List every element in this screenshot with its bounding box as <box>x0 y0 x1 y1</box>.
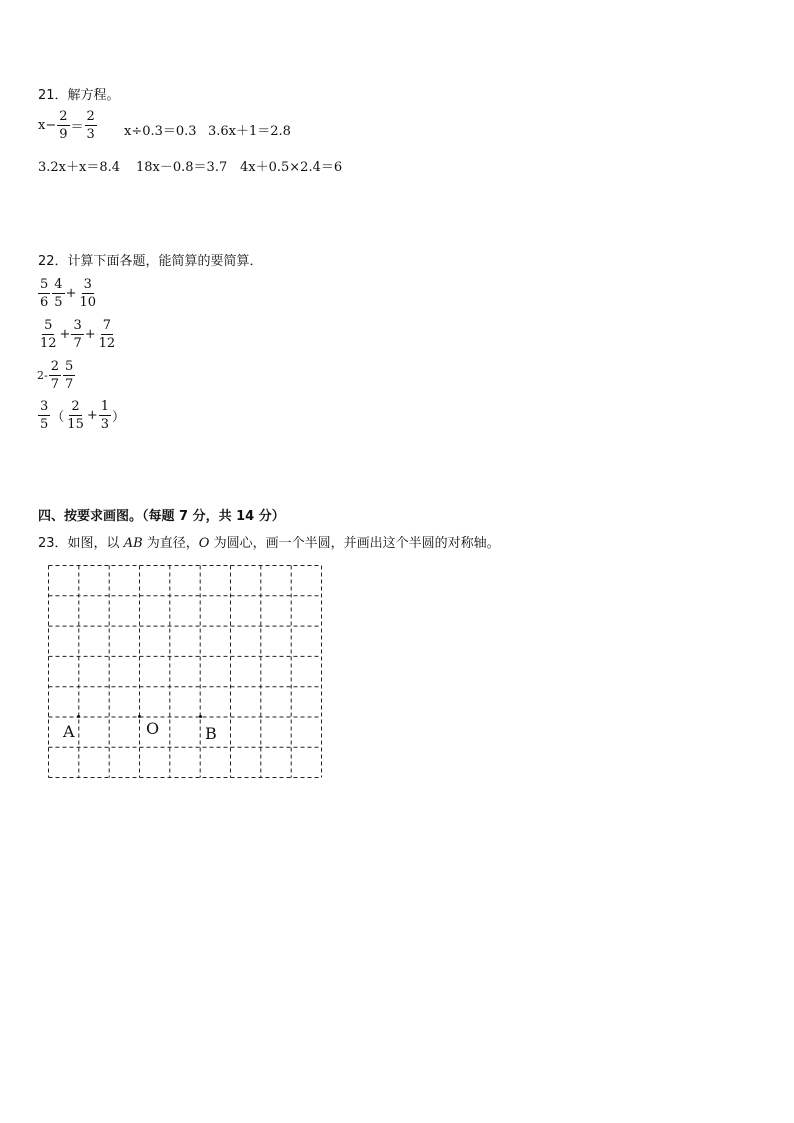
q23-mid: 为直径， <box>142 536 199 551</box>
point-o-dot <box>138 715 141 718</box>
fraction <box>38 278 50 309</box>
q22-expression-3 <box>37 360 76 391</box>
left-paren: （ <box>51 410 65 425</box>
fraction <box>77 278 98 309</box>
q21-title: 21．解方程。 <box>38 88 120 103</box>
q21-equation-3: 3.6x＋1＝2.8 <box>208 124 291 139</box>
q23-suffix: 为圆心，画一个半圆，并画出这个半圆的对称轴。 <box>209 536 500 551</box>
q23-o: O <box>198 536 210 551</box>
leading-term: 2- <box>37 369 48 382</box>
section-heading: 四、按要求画图。（每题 7 分，共 14 分） <box>38 509 285 524</box>
fraction <box>99 400 111 431</box>
fraction <box>49 360 61 391</box>
denominator: 9 <box>59 127 68 142</box>
numerator: 2 <box>59 109 68 124</box>
q22-expression-2 <box>37 319 118 350</box>
operator: + <box>65 286 77 301</box>
denominator: 12 <box>98 336 116 351</box>
operator: + <box>59 327 71 342</box>
numerator: 3 <box>83 277 92 292</box>
label-a: A <box>63 722 75 741</box>
q21-equation-1 <box>38 110 98 141</box>
fraction <box>65 400 86 431</box>
point-a-dot <box>77 715 80 718</box>
denominator: 7 <box>50 377 59 392</box>
denominator: 6 <box>40 295 49 310</box>
eq1-prefix: x− <box>38 118 57 133</box>
point-b-dot <box>199 715 202 718</box>
denominator: 3 <box>100 417 110 432</box>
dashed-grid <box>48 565 322 778</box>
denominator: 5 <box>40 417 49 432</box>
right-paren: ） <box>112 410 126 425</box>
numerator: 3 <box>73 318 82 333</box>
fraction <box>85 110 97 141</box>
grid-svg <box>48 565 322 778</box>
numerator: 4 <box>54 277 63 292</box>
numerator: 5 <box>40 277 49 292</box>
denominator: 10 <box>79 295 97 310</box>
numerator: 2 <box>71 399 80 414</box>
operator: + <box>86 408 98 423</box>
denominator: 7 <box>73 336 82 351</box>
numerator: 2 <box>86 109 95 124</box>
q21-equation-6: 4x＋0.5×2.4＝6 <box>240 160 343 175</box>
fraction <box>38 319 59 350</box>
q23-text <box>38 532 500 551</box>
label-o: O <box>146 719 160 738</box>
fraction <box>57 110 69 141</box>
numerator: 5 <box>65 359 74 374</box>
label-b: B <box>205 724 217 743</box>
numerator: 3 <box>40 399 49 414</box>
q21-equation-5: 18x－0.8＝3.7 <box>136 160 228 175</box>
numerator: 2 <box>50 359 59 374</box>
numerator: 7 <box>102 318 112 333</box>
operator: + <box>84 327 96 342</box>
q22-expression-1 <box>37 278 99 309</box>
q21-equation-4: 3.2x＋x＝8.4 <box>38 160 121 175</box>
denominator: 12 <box>40 336 57 351</box>
eq1-equals: ＝ <box>70 120 84 135</box>
fraction <box>52 278 64 309</box>
denominator: 3 <box>86 127 95 142</box>
denominator: 5 <box>54 295 63 310</box>
q22-expression-4 <box>37 400 125 431</box>
q22-title: 22．计算下面各题，能简算的要简算． <box>38 254 263 269</box>
numerator: 5 <box>44 318 53 333</box>
fraction <box>63 360 75 391</box>
fraction <box>71 319 83 350</box>
denominator: 15 <box>67 417 84 432</box>
q23-ab: AB <box>123 536 143 551</box>
fraction <box>38 400 50 431</box>
q21-equation-2: x÷0.3＝0.3 <box>124 124 197 139</box>
fraction <box>97 319 118 350</box>
denominator: 7 <box>65 377 74 392</box>
numerator: 1 <box>100 399 110 414</box>
q23-prefix: 23．如图，以 <box>38 536 124 551</box>
